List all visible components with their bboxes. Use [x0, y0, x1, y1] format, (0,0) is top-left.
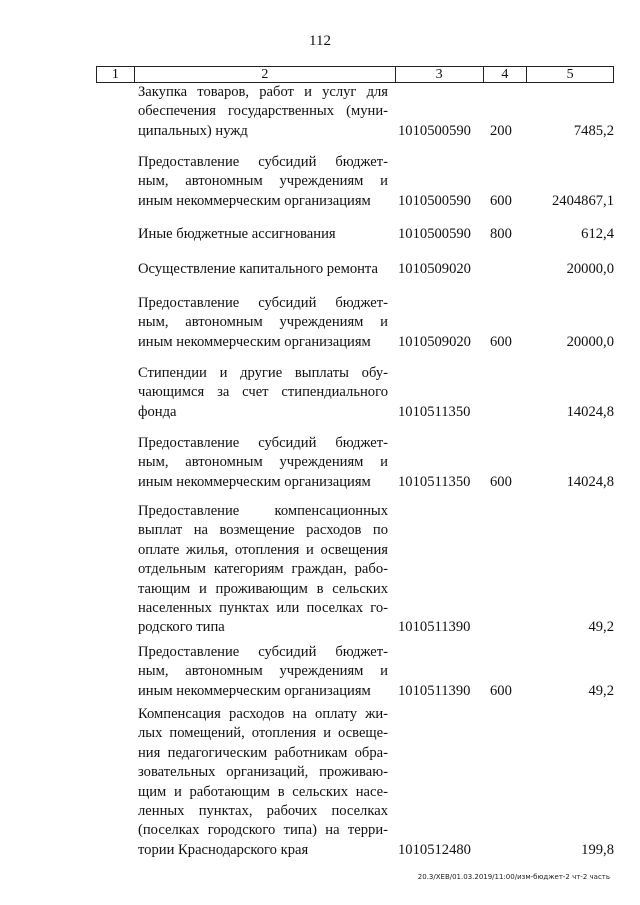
row-code: 1010500590 — [398, 122, 471, 139]
row-amount: 199,8 — [581, 841, 614, 858]
row-amount: 20000,0 — [566, 333, 614, 350]
description-line: выплат на возмещение расходов по — [138, 522, 388, 539]
row-description — [138, 153, 388, 211]
description-line: Предоставление субсидий бюджет- — [138, 154, 388, 170]
row-expense-type: 800 — [490, 226, 512, 242]
row-amount: 20000,0 — [566, 261, 614, 277]
description-line: Стипендии и другие выплаты обу- — [138, 365, 388, 381]
row-code: 1010511390 — [398, 682, 471, 699]
row-description — [138, 434, 388, 492]
row-description — [138, 294, 388, 352]
row-code: 1010500590 — [398, 226, 471, 242]
description-line: иным некоммерческим организациям — [138, 192, 371, 209]
description-line: лых помещений, отопления и освеще- — [138, 725, 388, 742]
row-amount: 14024,8 — [566, 403, 614, 420]
row-amount: 2404867,1 — [551, 192, 614, 209]
description-line: тающим и проживающим в сельских — [138, 580, 388, 597]
description-line: ным, автономным учреждениям и — [138, 663, 388, 680]
row-code: 1010511350 — [398, 403, 471, 420]
footer-note: 20.3/ХЕВ/01.03.2019/11:00/изм-бюджет-2 чт-2 часть — [417, 873, 610, 881]
row-expense-type: 600 — [490, 682, 512, 699]
row-amount: 49,2 — [588, 619, 614, 636]
description-line: щим и работающим в сельских насе- — [138, 783, 388, 800]
description-line: Предоставление компенсационных — [138, 503, 388, 519]
page-number: 112 — [309, 33, 331, 49]
description-line: Предоставление субсидий бюджет- — [138, 644, 388, 660]
description-line: Предоставление субсидий бюджет- — [138, 435, 388, 451]
row-amount: 7485,2 — [573, 122, 614, 139]
row-description — [138, 83, 388, 141]
row-expense-type: 600 — [490, 333, 512, 350]
row-description — [138, 643, 388, 701]
description-line: иным некоммерческим организациям — [138, 473, 371, 490]
description-line: Закупка товаров, работ и услуг для — [138, 84, 388, 100]
row-code: 1010509020 — [398, 333, 471, 350]
row-description — [138, 260, 388, 279]
description-line: Предоставление субсидий бюджет- — [138, 295, 388, 311]
description-line: ным, автономным учреждениям и — [138, 314, 388, 331]
description-line: оплате жилья, отопления и освещения — [138, 541, 388, 558]
row-description — [138, 502, 388, 638]
header-col-4: 4 — [484, 67, 528, 82]
description-line: ным, автономным учреждениям и — [138, 454, 388, 471]
row-code: 1010509020 — [398, 261, 471, 277]
description-line: тории Краснодарского края — [138, 841, 309, 858]
description-line: Иные бюджетные ассигнования — [138, 226, 336, 242]
description-line: ния педагогическим работникам обра- — [138, 744, 388, 761]
description-line: отдельным категориям граждан, рабо- — [138, 561, 388, 578]
row-amount: 14024,8 — [566, 473, 614, 490]
description-line: фонда — [138, 403, 177, 420]
row-expense-type: 200 — [490, 122, 512, 139]
table-header — [96, 66, 614, 83]
row-expense-type: 600 — [490, 192, 512, 209]
description-line: обеспечения государственных (муни- — [138, 103, 388, 120]
description-line: зовательных организаций, проживаю- — [138, 764, 388, 781]
description-line: родского типа — [138, 619, 225, 636]
row-code: 1010511390 — [398, 619, 471, 636]
description-line: ленных пунктах, рабочих поселках — [138, 803, 388, 820]
description-line: иным некоммерческим организациям — [138, 682, 371, 699]
description-line: Компенсация расходов на оплату жи- — [138, 706, 388, 722]
description-line: населенных пунктах или поселках го- — [138, 600, 388, 617]
row-description — [138, 225, 388, 244]
row-code: 1010511350 — [398, 473, 471, 490]
header-col-3: 3 — [396, 67, 484, 82]
header-col-1: 1 — [97, 67, 135, 82]
description-line: ным, автономным учреждениям и — [138, 173, 388, 190]
header-col-2: 2 — [135, 67, 396, 82]
row-expense-type: 600 — [490, 473, 512, 490]
description-line: (поселках городского типа) на терри- — [138, 822, 388, 839]
row-description — [138, 705, 388, 860]
row-amount: 612,4 — [581, 226, 614, 242]
description-line: чающимся за счет стипендиального — [138, 384, 388, 401]
row-amount: 49,2 — [588, 682, 614, 699]
description-line: ципальных) нужд — [138, 122, 248, 139]
row-code: 1010512480 — [398, 841, 471, 858]
row-code: 1010500590 — [398, 192, 471, 209]
row-description — [138, 364, 388, 422]
description-line: Осуществление капитального ремонта — [138, 261, 378, 277]
description-line: иным некоммерческим организациям — [138, 333, 371, 350]
header-col-5: 5 — [566, 67, 574, 82]
